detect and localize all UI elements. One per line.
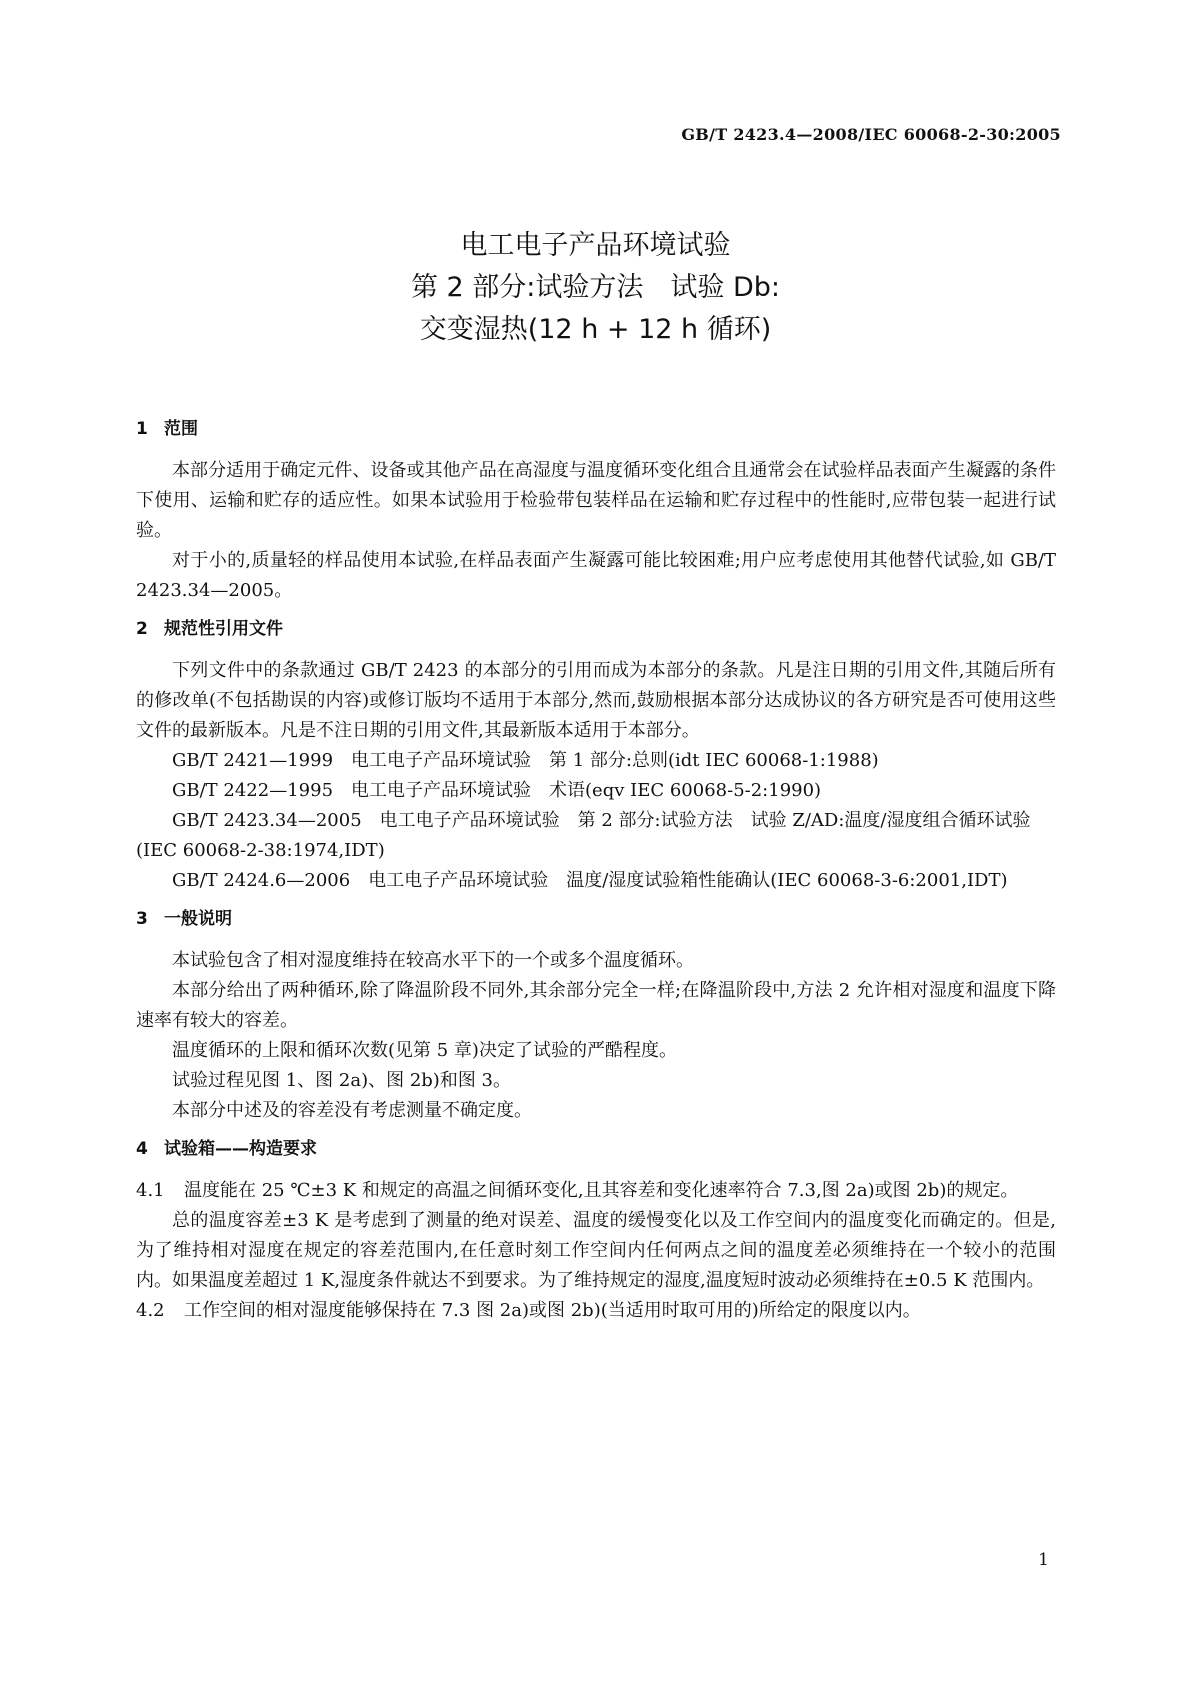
section-3-paragraph: 本部分给出了两种循环,除了降温阶段不同外,其余部分完全一样;在降温阶段中,方法 2 允许相对湿度和温度下降速率有较大的容差。	[136, 980, 1056, 1031]
section-3-paragraph: 试验过程见图 1、图 2a)、图 2b)和图 3。	[172, 1070, 511, 1091]
section-4-title: 试验箱——构造要求	[164, 1139, 317, 1159]
section-2-number: 2	[136, 619, 148, 639]
section-1-heading	[136, 414, 1056, 444]
reference-item: GB/T 2424.6—2006 电工电子产品环境试验 温度/湿度试验箱性能确认(IEC 60068-3-6:2001,IDT)	[172, 870, 1008, 891]
section-3-paragraph: 本试验包含了相对湿度维持在较高水平下的一个或多个温度循环。	[172, 950, 694, 971]
section-3-number: 3	[136, 909, 148, 929]
section-3-heading	[136, 904, 1056, 934]
reference-item: GB/T 2422—1995 电工电子产品环境试验 术语(eqv IEC 60068-5-2:1990)	[172, 780, 822, 801]
section-3-paragraph: 温度循环的上限和循环次数(见第 5 章)决定了试验的严酷程度。	[172, 1040, 677, 1061]
clause-4-1	[136, 1176, 1056, 1206]
clause-4-1-paragraph-2: 总的温度容差±3 K 是考虑到了测量的绝对误差、温度的缓慢变化以及工作空间内的温度变化而确定的。但是,为了维持相对湿度在规定的容差范围内,在任意时刻工作空间内任何两点之间的温度差必须维持在一个较小的范围内。如果温度差超过 1 K,湿度条件就达不到要求。为了维持规定的湿度,温度短时波动必须维持在±0.5 K 范围内。	[136, 1210, 1056, 1291]
section-1-paragraph-1: 本部分适用于确定元件、设备或其他产品在高湿度与温度循环变化组合且通常会在试验样品表面产生凝露的条件下使用、运输和贮存的适应性。如果本试验用于检验带包装样品在运输和贮存过程中的性能时,应带包装一起进行试验。	[136, 460, 1056, 541]
section-3-title: 一般说明	[164, 909, 232, 929]
section-1-number: 1	[136, 419, 148, 439]
title-line-1: 电工电子产品环境试验	[460, 230, 731, 261]
clause-4-2-number: 4.2	[136, 1300, 165, 1321]
section-4-number: 4	[136, 1139, 148, 1159]
section-4-heading	[136, 1134, 1056, 1164]
reference-item: GB/T 2421—1999 电工电子产品环境试验 第 1 部分:总则(idt IEC 60068-1:1988)	[172, 750, 879, 771]
section-2-title: 规范性引用文件	[164, 619, 283, 639]
section-2-paragraph-1: 下列文件中的条款通过 GB/T 2423 的本部分的引用而成为本部分的条款。凡是注日期的引用文件,其随后所有的修改单(不包括勘误的内容)或修订版均不适用于本部分,然而,鼓励根据本部分达成协议的各方研究是否可使用这些文件的最新版本。凡是不注日期的引用文件,其最新版本适用于本部分。	[136, 660, 1056, 741]
clause-4-2-text: 工作空间的相对湿度能够保持在 7.3 图 2a)或图 2b)(当适用时取可用的)所给定的限度以内。	[184, 1300, 921, 1321]
title-line-2: 第 2 部分:试验方法 试验 Db:	[410, 272, 781, 303]
section-2-heading	[136, 614, 1056, 644]
reference-item: GB/T 2423.34—2005 电工电子产品环境试验 第 2 部分:试验方法 试验 Z/AD:温度/湿度组合循环试验(IEC 60068-2-38:1974,IDT)	[136, 810, 1031, 861]
standard-number-header: GB/T 2423.4—2008/IEC 60068-2-30:2005	[681, 125, 1061, 144]
clause-4-2	[136, 1296, 1056, 1326]
document-body	[136, 414, 1056, 1326]
section-3-paragraph: 本部分中述及的容差没有考虑测量不确定度。	[172, 1100, 532, 1121]
page-number: 1	[1038, 1550, 1049, 1570]
title-line-3: 交变湿热(12 h + 12 h 循环)	[419, 314, 772, 345]
section-1-title: 范围	[164, 419, 198, 439]
clause-4-1-text: 温度能在 25 ℃±3 K 和规定的高温之间循环变化,且其容差和变化速率符合 7.3,图 2a)或图 2b)的规定。	[184, 1180, 1019, 1201]
clause-4-1-number: 4.1	[136, 1180, 165, 1201]
section-1-paragraph-2: 对于小的,质量轻的样品使用本试验,在样品表面产生凝露可能比较困难;用户应考虑使用其他替代试验,如 GB/T 2423.34—2005。	[136, 550, 1056, 601]
document-title	[0, 225, 1191, 351]
